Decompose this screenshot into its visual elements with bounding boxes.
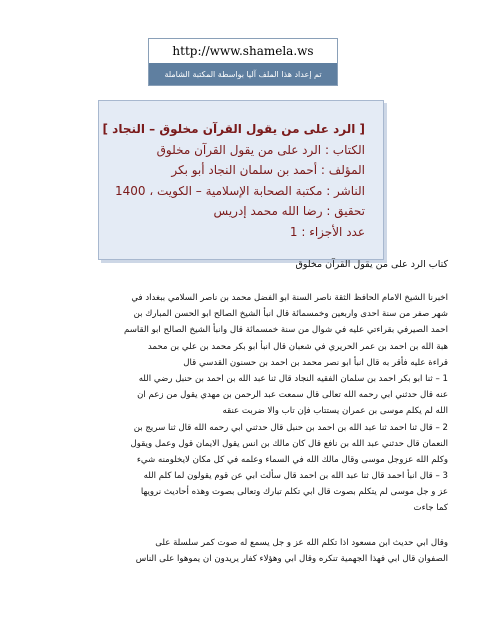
book-publisher: الناشر : مكتبة الصحابة الإسلامية – الكويت ، 1400 <box>114 183 365 198</box>
text-line: النعمان قال حدثني عبد الله بن نافع قال كان مالك بن انس يقول الايمان قول وعمل ويقول <box>130 438 448 449</box>
text-line: 2 – قال ثنا احمد ثنا عبد الله بن احمد بن حنبل قال حدثني ابي رحمه الله قال ثنا سريج بن <box>133 422 448 433</box>
content-heading: كتاب الرد على من يقول القرآن مخلوق <box>295 259 448 270</box>
book-parts: عدد الأجزاء : 1 <box>289 224 365 239</box>
book-info-box <box>98 100 384 260</box>
text-line: شهر صفر من سنة احدى واربعين وخمسمائة قال انبأ الشيخ الصالح ابو الحسن المبارك بن <box>133 309 448 320</box>
book-name: الكتاب : الرد على من يقول القرآن مخلوق <box>156 142 365 157</box>
text-line: هبة الله بن احمد بن عمر الحريري في شعبان قال انبأ ابو بكر محمد بن علي بن محمد <box>147 341 448 352</box>
text-line: عنه قال حدثني ابي رحمه الله تعالى قال سمعت عبد الرحمن بن مهدي يقول من زعم ان <box>137 390 448 401</box>
text-line: وكلم الله عزوجل موسى وقال مالك الله في السماء وعلمه في كل مكان لايخلومنه شيء <box>136 454 448 465</box>
text-block-2 <box>38 535 448 567</box>
text-line: 3 – قال انبأ احمد قال ثنا عبد الله بن احمد قال سألت ابي عن قوم يقولون لما كلم الله <box>143 471 448 482</box>
text-block-1 <box>38 290 448 517</box>
paragraph-gap <box>38 517 448 535</box>
text-line: الصفوان قال ابي فهذا الجهمية تنكره وقال ابي وهؤلاء كفار يريدون ان يموهوا على الناس <box>135 553 448 564</box>
text-line: الله لم يكلم موسى بن عمران يستتاب فإن تاب والا ضربت عنقه <box>222 406 448 417</box>
banner-note: تم إعداد هذا الملف آليا بواسطة المكتبة الشاملة <box>149 63 337 85</box>
text-line: احمد الصيرفي بقراءتي عليه في شوال من سنة خمسمائة قال وانبأ الشيخ الصالح ابو القاسم <box>123 325 448 336</box>
book-author: المؤلف : أحمد بن سلمان النجاد أبو بكر <box>171 163 365 177</box>
text-line: اخبرنا الشيخ الامام الحافظ الثقة ناصر السنة ابو الفضل محمد بن ناصر السلامي ببغداد في <box>131 293 448 303</box>
banner-url[interactable]: http://www.shamela.ws <box>149 39 337 63</box>
text-line: قراءة عليه فأقر به قال انبأ ابو نصر محمد بن احمد بن حسنون القدسي قال <box>183 357 448 368</box>
text-line: عز و جل موسى لم يتكلم بصوت قال ابي تكلم تبارك وتعالى بصوت وهذه أحاديث نرويها <box>140 487 448 498</box>
text-line: 1 – ثنا ابو بكر احمد بن سلمان الفقيه النجاد قال ثنا عبد الله بن احمد بن حنبل رضي الله <box>138 373 448 384</box>
text-line: كما جاءت <box>413 503 448 514</box>
book-content <box>38 256 448 567</box>
book-editor: تحقيق : رضا الله محمد إدريس <box>213 204 365 218</box>
shamela-banner <box>148 38 338 86</box>
book-title: [ الرد على من يقول القرآن مخلوق – النجاد ] <box>102 122 365 136</box>
text-line: وقال ابي حديث ابن مسعود اذا تكلم الله عز و جل يسمع له صوت كمر سلسلة على <box>155 537 448 548</box>
